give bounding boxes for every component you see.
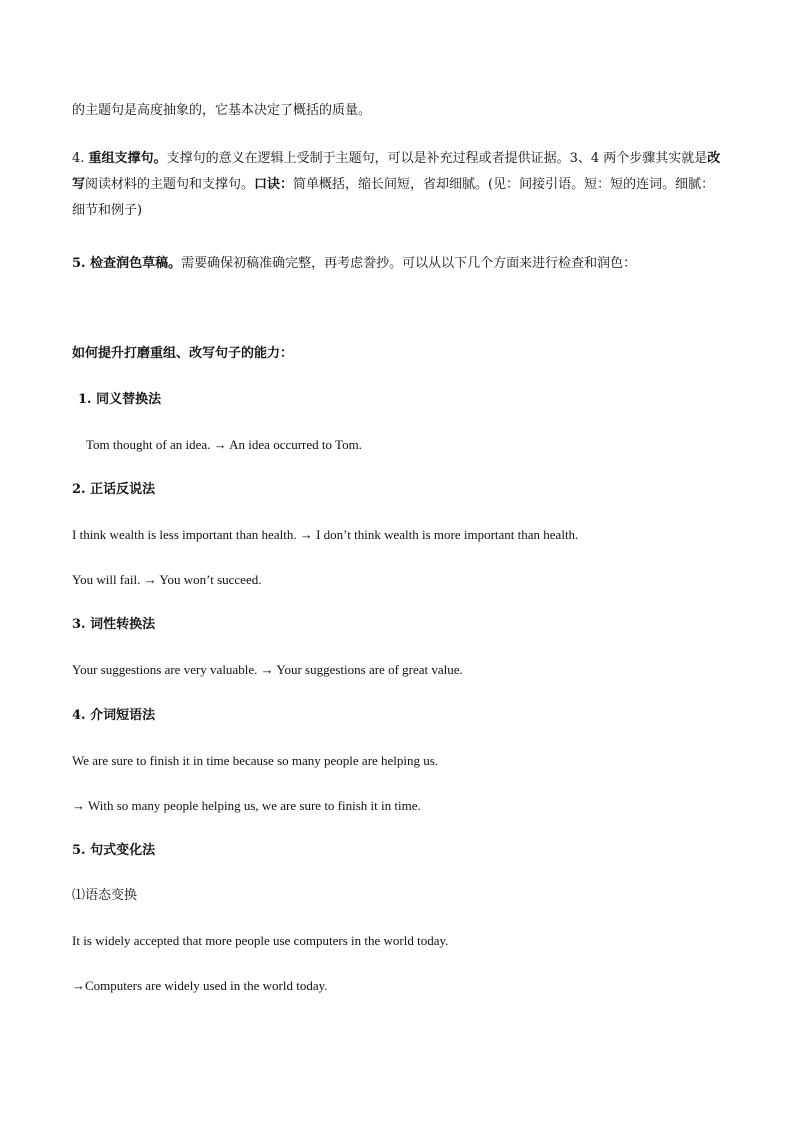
step-4-bold-3: 口诀：	[254, 177, 294, 192]
method-5-subheading: ⑴语态变换	[72, 888, 138, 903]
method-5-example-1: It is widely accepted that more people use computers in the world today.	[72, 933, 449, 948]
step-4-paragraph	[72, 146, 724, 224]
method-3-heading: 3. 词性转换法	[72, 617, 156, 632]
step-5-title: 5. 检查润色草稿。	[72, 256, 182, 271]
step-4-number: 4.	[72, 151, 89, 166]
method-2-example-1: I think wealth is less important than health. → I don’t think wealth is more important than health.	[72, 527, 579, 542]
step-5-body: 需要确保初稿准确完整，再考虑誊抄。可以从以下几个方面来进行检查和润色：	[181, 256, 637, 271]
method-2-example-2: You will fail. → You won’t succeed.	[72, 572, 262, 587]
step-4-body-3: 简单概括，缩长间短，省却细腻。(见：间接引语。短：短的连词。细腻：细节和例子)	[72, 177, 715, 218]
method-3-example-1: Your suggestions are very valuable. → Your suggestions are of great value.	[72, 662, 463, 677]
intro-tail-paragraph: 的主题句是高度抽象的，它基本决定了概括的质量。	[72, 103, 372, 118]
step-4-bold-2: 改写	[72, 151, 721, 192]
method-1-heading: 1. 同义替换法	[78, 392, 162, 407]
method-4-example-2: → With so many people helping us, we are sure to finish it in time.	[72, 798, 421, 813]
step-4-title: 重组支撑句。	[88, 151, 167, 166]
method-4-heading: 4. 介词短语法	[72, 708, 156, 723]
method-2-heading: 2. 正话反说法	[72, 482, 156, 497]
step-5-paragraph	[72, 251, 724, 277]
method-4-example-1: We are sure to finish it in time because so many people are helping us.	[72, 753, 439, 768]
method-1-example-1: Tom thought of an idea. → An idea occurred to Tom.	[86, 437, 362, 452]
method-5-heading: 5. 句式变化法	[72, 843, 156, 858]
section-title: 如何提升打磨重组、改写句子的能力：	[72, 346, 294, 361]
step-4-body-1: 支撑句的意义在逻辑上受制于主题句，可以是补充过程或者提供证据。3、4 两个步骤其实就是	[166, 151, 708, 166]
method-5-example-2: →Computers are widely used in the world today.	[72, 978, 328, 993]
step-4-body-2: 阅读材料的主题句和支撑句。	[85, 177, 255, 192]
